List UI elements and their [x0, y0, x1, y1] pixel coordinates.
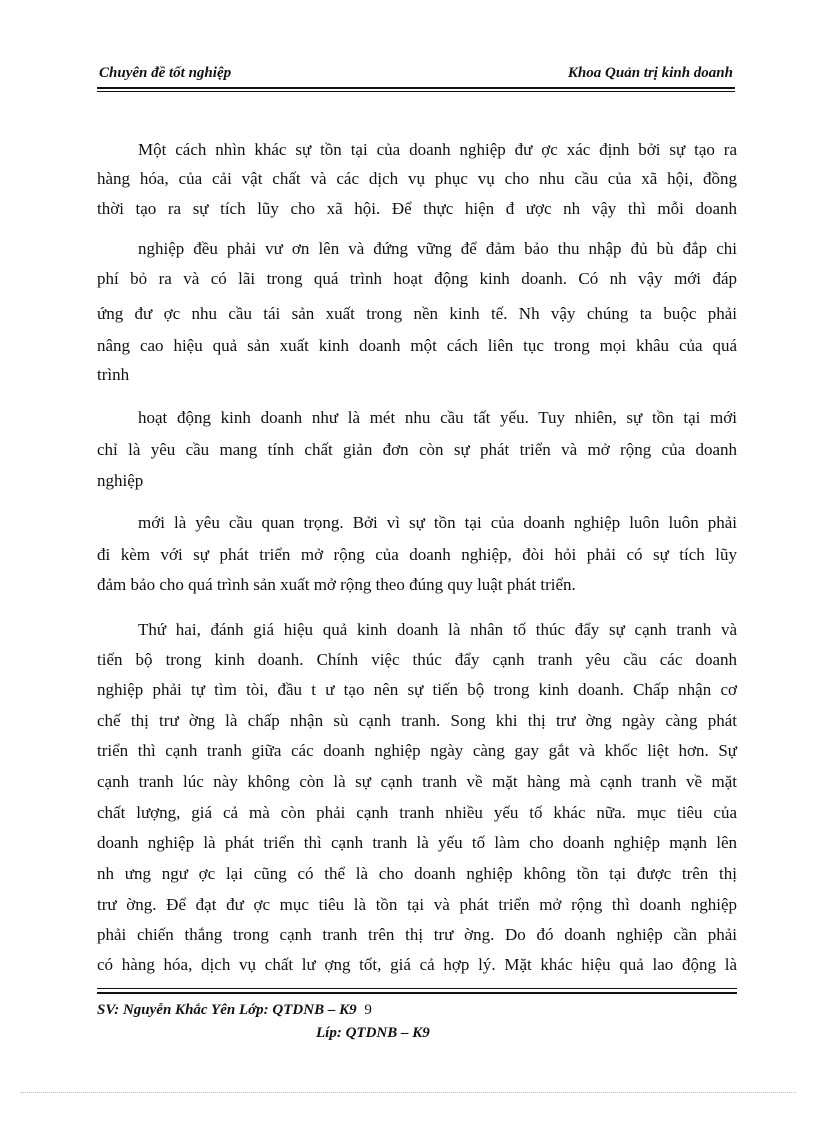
footer-rule-thin [97, 988, 737, 989]
text-line: mới là yêu cầu quan trọng. Bởi vì sự tồn tại của doanh nghiệp luôn luôn phải [138, 513, 737, 532]
text-line: phí bỏ ra và có lãi trong quá trình hoạt động kinh doanh. Có nh vậy mới đáp [97, 269, 737, 288]
text-line: nghiệp đều phải vư ơn lên và đứng vững để đảm bảo thu nhập đủ bù đắp chi [138, 239, 737, 258]
footer-class-line: Líp: QTDNB – K9 [316, 1025, 430, 1041]
page-footer [97, 1002, 372, 1019]
page-header [97, 62, 735, 84]
text-line: phải chiến thắng trong cạnh tranh trên thị trư ờng. Do đó doanh nghiệp cần phải [97, 925, 737, 944]
text-line: tiến bộ trong kinh doanh. Chính việc thúc đẩy cạnh tranh yêu cầu các doanh [97, 650, 737, 669]
text-line: chỉ là yêu cầu mang tính chất giản đơn còn sự phát triển và mở rộng của doanh [97, 440, 737, 459]
header-right-title: Khoa Quản trị kinh doanh [567, 65, 733, 81]
text-line: chế thị trư ờng là chấp nhận sù cạnh tranh. Song khi thị trư ờng ngày càng phát [97, 711, 737, 730]
page-number: 9 [364, 1002, 372, 1018]
text-line: nh ưng ngư ợc lại cũng có thể là cho doanh nghiệp không tồn tại được trên thị [97, 864, 737, 883]
text-line: Một cách nhìn khác sự tồn tại của doanh nghiệp đư ợc xác định bởi sự tạo ra [138, 140, 737, 159]
text-line: thời tạo ra sự tích lũy cho xã hội. Để thực hiện đ ược nh vậy thì mỗi doanh [97, 199, 737, 218]
text-line: ứng đư ợc nhu cầu tái sản xuất trong nền kinh tế. Nh vậy chúng ta buộc phải [97, 304, 737, 323]
text-line: trư ờng. Để đạt đư ợc mục tiêu là tồn tại và phát triển mở rộng thì doanh nghiệp [97, 895, 737, 914]
text-line: cạnh tranh lúc này không còn là sự cạnh tranh về mặt hàng mà cạnh tranh về mặt [97, 772, 737, 791]
text-line: nghiệp phải tự tìm tòi, đầu t ư tạo nên sự tiến bộ trong kinh doanh. Chấp nhận cơ [97, 680, 737, 699]
text-line: đảm bảo cho quá trình sản xuất mở rộng theo đúng quy luật phát triển. [97, 575, 576, 594]
text-line: nâng cao hiệu quả sản xuất kinh doanh một cách liên tục trong mọi khâu của quá [97, 336, 737, 355]
text-line: chất lượng, giá cả mà còn phải cạnh tranh nhiều yếu tố khác nữa. mục tiêu của [97, 803, 737, 822]
text-line: doanh nghiệp là phát triển thì cạnh tranh là yếu tố làm cho doanh nghiệp mạnh lên [97, 833, 737, 852]
header-rule-thin [97, 91, 735, 92]
text-line: triển thì cạnh tranh giữa các doanh nghiệp ngày càng gay gắt và khốc liệt hơn. Sự [97, 741, 737, 760]
footer-author-class: SV: Nguyễn Khắc Yên Lớp: QTDNB – K9 [97, 1002, 357, 1018]
text-line: hoạt động kinh doanh như là mét nhu cầu tất yếu. Tuy nhiên, sự tồn tại mới [138, 408, 737, 427]
text-line: có hàng hóa, dịch vụ chất lư ợng tốt, giá cả hợp lý. Mặt khác hiệu quả lao động là [97, 955, 737, 974]
text-line: hàng hóa, của cải vật chất và các dịch vụ phục vụ cho nhu cầu của xã hội, đồng [97, 169, 737, 188]
header-rule-thick [97, 87, 735, 89]
header-left-title: Chuyên đề tốt nghiệp [99, 65, 232, 81]
page-boundary-divider [20, 1092, 796, 1093]
text-line: trình [97, 365, 130, 384]
text-line: đi kèm với sự phát triển mở rộng của doanh nghiệp, đòi hỏi phải có sự tích lũy [97, 545, 737, 564]
text-line: Thứ hai, đánh giá hiệu quả kinh doanh là nhân tố thúc đẩy sự cạnh tranh và [138, 620, 737, 639]
footer-rule-thick [97, 992, 737, 994]
text-line: nghiệp [97, 471, 144, 490]
